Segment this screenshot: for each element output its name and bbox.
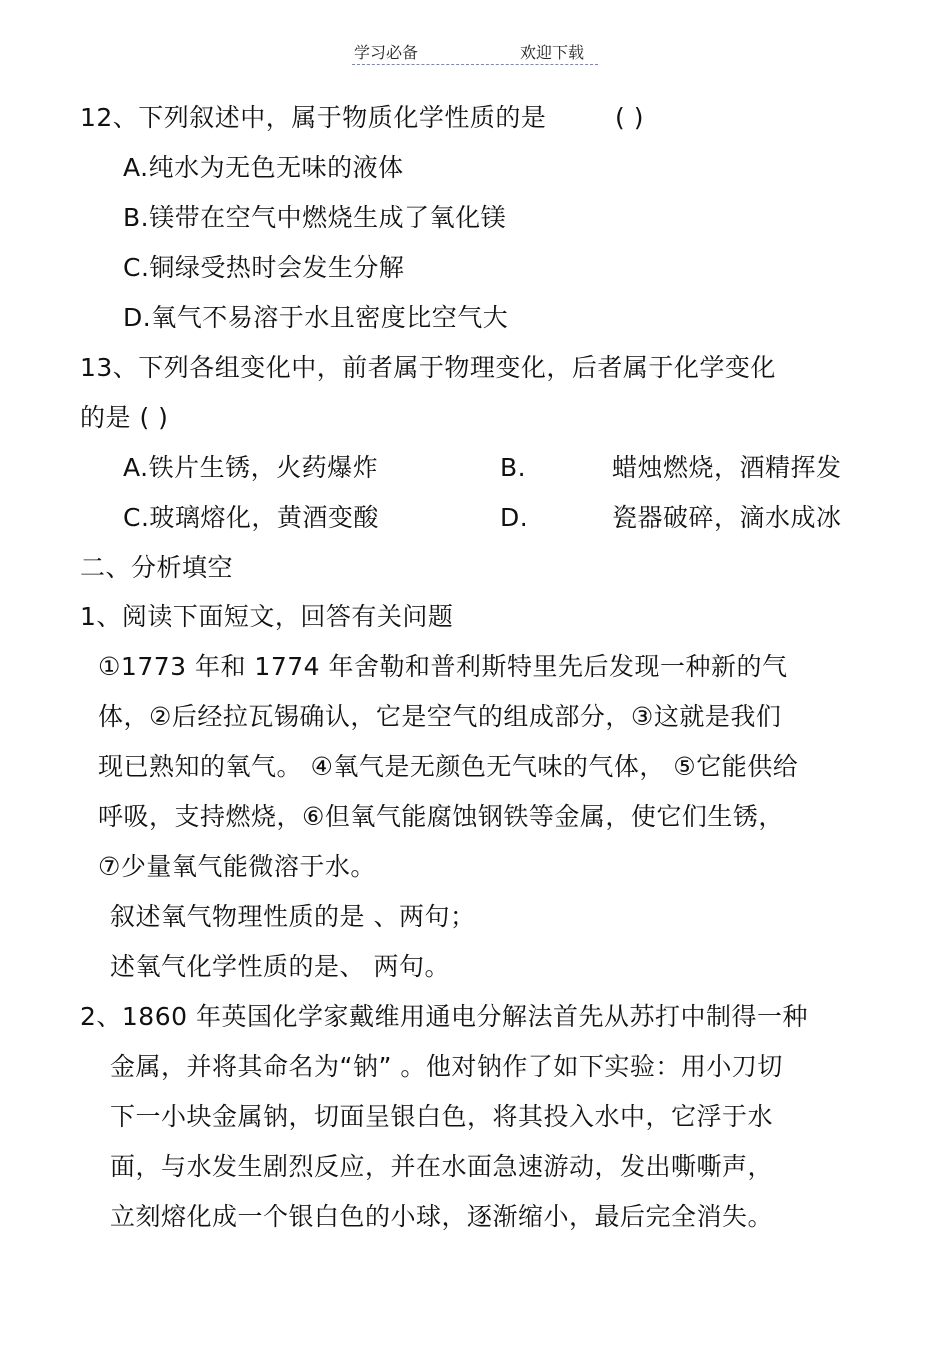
passage-2-line-3: 下一小块金属钠，切面呈银白色，将其投入水中，它浮于水 [110, 1102, 774, 1131]
question-12-answer-bracket: ( ) [615, 103, 644, 132]
question-12-stem: 12、下列叙述中，属于物质化学性质的是 [80, 103, 547, 132]
passage-1-line-1: ①1773 年和 1774 年舍勒和普利斯特里先后发现一种新的气 [98, 652, 788, 681]
passage-1-blank-physical: 叙述氧气物理性质的是 、两句； [110, 902, 476, 931]
header-left-text: 学习必备 [354, 43, 419, 62]
question-13-option-b-label: B. [500, 453, 527, 482]
question-12-option-b: B.镁带在空气中燃烧生成了氧化镁 [123, 203, 507, 232]
question-13-option-d-label: D. [500, 503, 529, 532]
question-12-option-c: C.铜绿受热时会发生分解 [123, 253, 405, 282]
passage-1-line-2: 体，②后经拉瓦锡确认，它是空气的组成部分，③这就是我们 [98, 702, 782, 731]
question-13-stem-line-1: 13、下列各组变化中，前者属于物理变化，后者属于化学变化 [80, 353, 776, 382]
question-12-option-d: D.氧气不易溶于水且密度比空气大 [123, 303, 509, 332]
section-2-title: 二、分析填空 [80, 553, 234, 582]
passage-2-line-2: 金属，并将其命名为“钠” 。他对钠作了如下实验：用小刀切 [110, 1052, 783, 1081]
passage-1-line-5: ⑦少量氧气能微溶于水。 [98, 852, 376, 881]
question-13-option-c: C.玻璃熔化，黄酒变酸 [123, 503, 379, 532]
header-dashed-rule [352, 64, 598, 65]
question-13-option-b-text: 蜡烛燃烧，酒精挥发 [612, 453, 842, 482]
passage-1-blank-chemical: 述氧气化学性质的是、 两句。 [110, 952, 450, 981]
question-13-option-a: A.铁片生锈，火药爆炸 [123, 453, 379, 482]
question-12-option-a: A.纯水为无色无味的液体 [123, 153, 404, 182]
passage-2-line-5: 立刻熔化成一个银白色的小球，逐渐缩小，最后完全消失。 [110, 1202, 774, 1231]
passage-2-line-1: 2、1860 年英国化学家戴维用通电分解法首先从苏打中制得一种 [80, 1002, 808, 1031]
passage-1-stem: 1、阅读下面短文，回答有关问题 [80, 602, 454, 631]
passage-2-line-4: 面，与水发生剧烈反应，并在水面急速游动，发出嘶嘶声， [110, 1152, 774, 1181]
question-13-stem-line-2: 的是 ( ) [80, 403, 169, 432]
question-13-option-d-text: 瓷器破碎，滴水成冰 [612, 503, 842, 532]
passage-1-line-4: 呼吸，支持燃烧，⑥但氧气能腐蚀钢铁等金属，使它们生锈， [98, 802, 784, 831]
header-right-text: 欢迎下载 [520, 43, 585, 62]
passage-1-line-3: 现已熟知的氧气。 ④氧气是无颜色无气味的气体， ⑤它能供给 [98, 752, 799, 781]
